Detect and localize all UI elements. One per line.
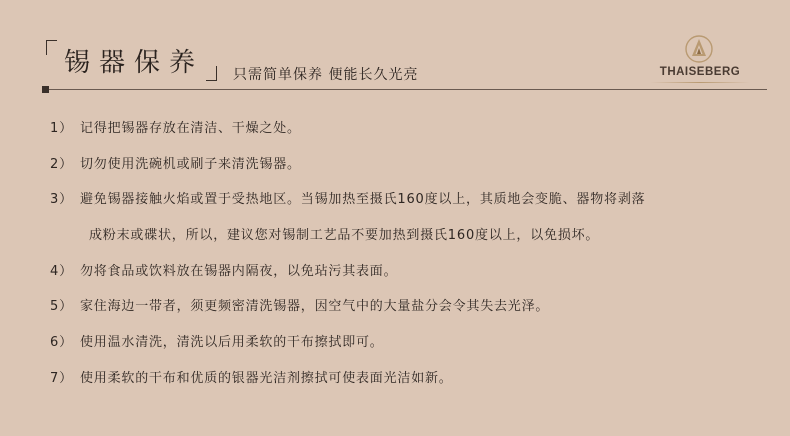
item-text: 勿将食品或饮料放在锡器内隔夜，以免玷污其表面。 — [80, 264, 398, 279]
brand-name: THAISEBERG — [659, 66, 741, 78]
item-number: 1） — [50, 121, 73, 136]
page-title: 锡器保养 — [64, 48, 205, 78]
header — [0, 0, 790, 100]
item-text: 使用温水清洗，清洗以后用柔软的干布擦拭即可。 — [80, 335, 384, 350]
list-item — [50, 295, 549, 314]
item-number: 5） — [50, 299, 73, 314]
brand-underline — [650, 82, 750, 83]
divider-marker — [42, 86, 49, 93]
title-bracket-open — [46, 40, 57, 55]
item-text: 记得把锡器存放在清洁、干燥之处。 — [80, 121, 301, 136]
list-item — [50, 117, 301, 136]
item-number: 3） — [50, 192, 73, 207]
list-item-continuation: 成粉末或碟状，所以，建议您对锡制工艺品不要加热到摄氏160度以上，以免损坏。 — [89, 228, 600, 243]
header-divider — [43, 89, 767, 90]
item-number: 2） — [50, 157, 73, 172]
flame-mountain-logo-icon — [684, 34, 714, 64]
list-item — [50, 153, 301, 172]
list-item — [50, 331, 384, 350]
item-number: 7） — [50, 371, 73, 386]
list-item — [50, 188, 645, 207]
brand-logo — [650, 32, 750, 90]
item-number: 6） — [50, 335, 73, 350]
list-item — [50, 260, 397, 279]
item-text: 家住海边一带者，须更频密清洗锡器，因空气中的大量盐分会令其失去光泽。 — [80, 299, 550, 314]
title-bracket-close — [206, 66, 217, 81]
item-number: 4） — [50, 264, 73, 279]
list-item — [50, 367, 453, 386]
item-text: 切勿使用洗碗机或刷子来清洗锡器。 — [80, 157, 301, 172]
page-subtitle: 只需简单保养 便能长久光亮 — [233, 67, 419, 83]
item-text: 使用柔软的干布和优质的银器光洁剂擦拭可使表面光洁如新。 — [80, 371, 453, 386]
item-text: 避免锡器接触火焰或置于受热地区。当锡加热至摄氏160度以上，其质地会变脆、器物将剥落 — [80, 192, 646, 207]
